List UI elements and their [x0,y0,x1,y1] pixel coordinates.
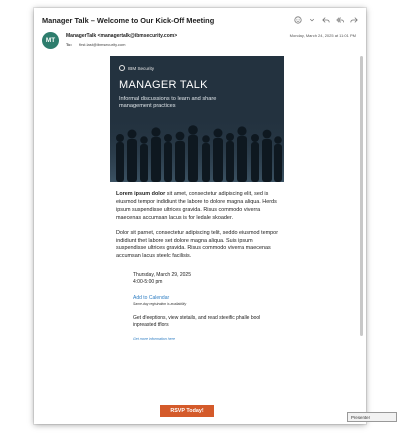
reply-all-icon[interactable] [335,15,344,24]
smiley-icon[interactable] [293,15,302,24]
newsletter-body [110,56,284,424]
add-to-calendar-link[interactable]: Add to Calendar [133,295,170,302]
more-info-link[interactable]: Get more information here [133,337,175,342]
email-window [34,8,366,424]
event-details [116,268,278,341]
paragraph-2: Dolor sit parnet, consectetur adipiscing telit, seddo eiusmod tempor indidiunt thet labore set dolore magna aliqua. Suis ipsum suspendisse ultrices gravida. Risus commodo viverra maecenas accumsan lacus steelc facilisis. [116,229,278,260]
logo-text: IBM Security [128,65,155,71]
hero-subtitle: Informal discussions to learn and share management practices [119,96,217,110]
paragraph-1-lead: Lorem ipsum dolor [116,191,166,197]
tooltip: Presenter [347,412,397,422]
forward-icon[interactable] [349,15,358,24]
chevron-down-icon[interactable] [307,15,316,24]
event-time: 4:00-5:00 pm [133,279,163,286]
recipient-row [66,42,125,47]
hero-title: MANAGER TALK [119,79,208,91]
paragraph-1-text: sit amet, consectetur adipiscing elit, sed is eiusmod tempor indidiunt the labore to dolore magna aliqua. Herds ipsum suspendisse ultrices gravida. Risus commodo viverra maecenas accumsan lacus is for ledale skoader. [116,191,277,221]
same-day-note: Same-day registration is availability [133,302,187,307]
paragraph-1 [116,191,278,223]
event-description: Get d!eeptions, view stetails, and read steeific phalle bool inpreasted tflors [133,315,261,329]
rsvp-button[interactable]: RSVP Today! [160,405,214,417]
reply-icon[interactable] [321,15,330,24]
email-subject: Manager Talk – Welcome to Our Kick-Off Meeting [42,16,215,25]
hero-banner [110,56,284,182]
event-date: Thursday, March 29, 2025 [133,272,191,279]
sent-date: Monday, March 24, 2025 at 11:01 PM [289,33,356,38]
recipient-address[interactable]: first.last@ibmsecurity.com [79,42,126,47]
avatar: MT [42,32,59,49]
sender-name[interactable]: ManagerTalk <managertalk@ibmsecurity.com> [66,33,178,39]
newsletter-content [110,182,284,341]
to-label: To: [66,42,72,47]
ibm-security-logo [119,65,154,71]
scrollbar[interactable] [360,56,363,336]
people-silhouettes-image [110,116,284,182]
email-toolbar [293,15,358,24]
logo-mark-icon [119,65,125,71]
